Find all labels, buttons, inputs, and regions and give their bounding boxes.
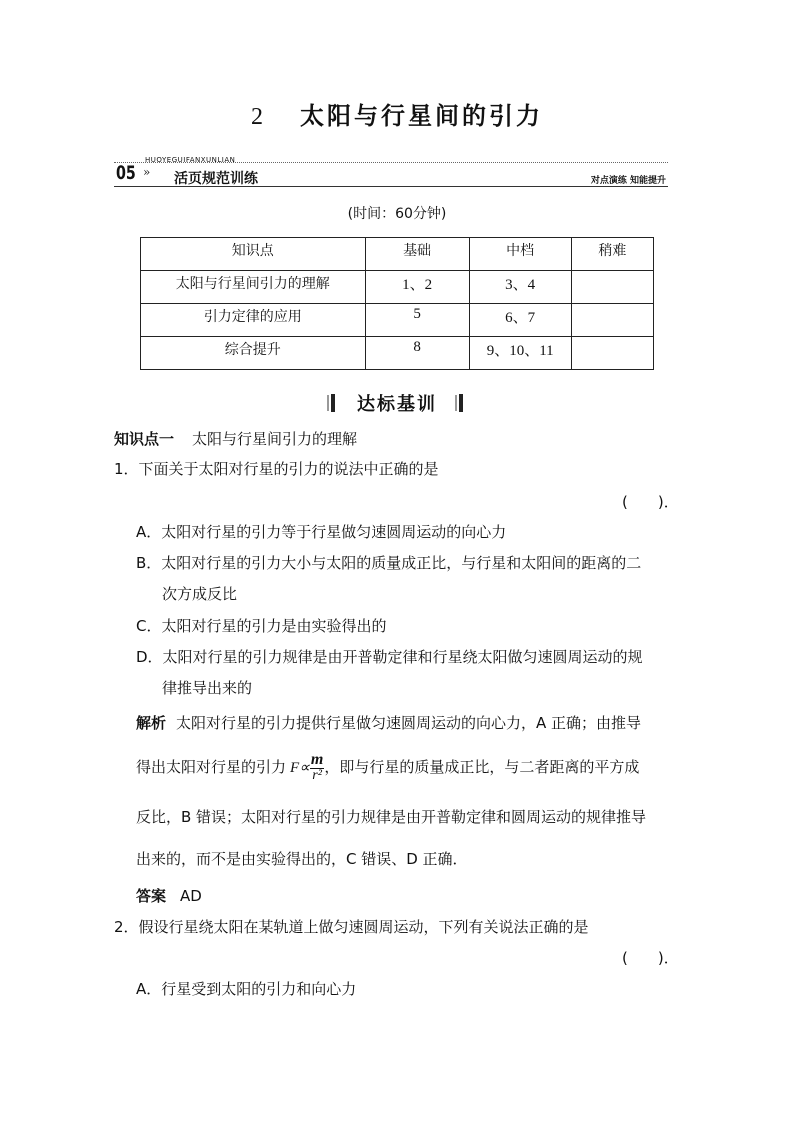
- lesson-title: 太阳与行星间的引力: [300, 101, 543, 130]
- banner-tagline: 对点演练 知能提升: [590, 176, 666, 186]
- answer-label: 答案: [136, 887, 167, 905]
- option-c: C．太阳对行星的引力是由实验得出的: [136, 617, 387, 635]
- table-cell: 5: [365, 304, 469, 337]
- banner-title: 活页规范训练: [174, 171, 258, 187]
- question-text: 假设行星绕太阳在某轨道上做匀速圆周运动，下列有关说法正确的是: [138, 918, 589, 936]
- question-2-stem: [114, 916, 589, 937]
- table-row: [141, 304, 654, 337]
- answer-paren: ( )．: [622, 949, 679, 967]
- question-number: 2．: [114, 918, 139, 936]
- table-cell: [571, 271, 653, 304]
- question-1-stem: [114, 458, 439, 479]
- table-cell: 太阳与行星间引力的理解: [141, 271, 366, 304]
- option-b-cont: 次方成反比: [162, 585, 238, 603]
- option-b: B．太阳对行星的引力大小与太阳的质量成正比，与行星和太阳间的距离的二: [136, 554, 642, 572]
- banner-pinyin: HUOYEGUIFANXUNLIAN: [145, 156, 236, 164]
- question-text: 下面关于太阳对行星的引力的说法中正确的是: [138, 460, 439, 478]
- analysis-text: 得出太阳对行星的引力: [136, 758, 287, 776]
- lesson-number: 2: [251, 104, 266, 130]
- formula-fraction: [310, 752, 324, 783]
- knowledge-point-label: 知识点一: [114, 430, 175, 448]
- table-cell: 引力定律的应用: [141, 304, 366, 337]
- banner-number: 05: [116, 162, 136, 184]
- answer-paren: ( )．: [622, 493, 679, 511]
- time-limit: (时间：60分钟): [347, 206, 447, 222]
- table-cell: 8: [365, 337, 469, 370]
- table-cell: 3、4: [469, 271, 571, 304]
- table-cell: 6、7: [469, 304, 571, 337]
- table-row: [141, 337, 654, 370]
- knowledge-point-text: 太阳与行星间引力的理解: [192, 430, 358, 448]
- answer-value: AD: [180, 887, 202, 905]
- option-d: D．太阳对行星的引力规律是由开普勒定律和行星绕太阳做匀速圆周运动的规: [136, 648, 643, 666]
- section-heading: [0, 390, 794, 416]
- table-header: 中档: [469, 238, 571, 271]
- table-cell: 9、10、11: [469, 337, 571, 370]
- table-row: [141, 271, 654, 304]
- section-title: 达标基训: [357, 394, 437, 415]
- table-header-row: [141, 238, 654, 271]
- table-cell: [571, 337, 653, 370]
- analysis-line-3: 反比，B 错误；太阳对行星的引力规律是由开普勒定律和圆周运动的规律推导: [136, 808, 647, 826]
- table-header: 基础: [365, 238, 469, 271]
- option-a: A．太阳对行星的引力等于行星做匀速圆周运动的向心力: [136, 523, 507, 541]
- knowledge-table: [140, 237, 654, 370]
- section-bar-right: [459, 394, 463, 412]
- fraction-denominator: r²: [312, 768, 322, 783]
- page-title: [0, 96, 794, 131]
- table-cell: 综合提升: [141, 337, 366, 370]
- option-a: A．行星受到太阳的引力和向心力: [136, 980, 357, 998]
- question-number: 1．: [114, 460, 139, 478]
- table-cell: 1、2: [365, 271, 469, 304]
- analysis-line-4: 出来的，而不是由实验得出的，C 错误、D 正确．: [136, 850, 468, 868]
- table-cell: [571, 304, 653, 337]
- fraction-numerator: m: [310, 751, 324, 768]
- knowledge-point-heading: [114, 428, 357, 449]
- banner-arrow-icon: »: [143, 165, 151, 179]
- analysis-label: 解析: [136, 714, 167, 732]
- answer-line: [136, 885, 202, 906]
- table-header: 稍难: [571, 238, 653, 271]
- analysis-line-1: [136, 712, 641, 733]
- analysis-line-2: [136, 752, 639, 783]
- option-d-cont: 律推导出来的: [162, 679, 253, 697]
- analysis-text: ，即与行星的质量成正比，与二者距离的平方成: [324, 758, 640, 776]
- analysis-text: 太阳对行星的引力提供行星做匀速圆周运动的向心力，A 正确；由推导: [176, 714, 642, 732]
- table-header: 知识点: [141, 238, 366, 271]
- formula-f: F∝: [290, 760, 310, 776]
- section-bar-left: [331, 394, 335, 412]
